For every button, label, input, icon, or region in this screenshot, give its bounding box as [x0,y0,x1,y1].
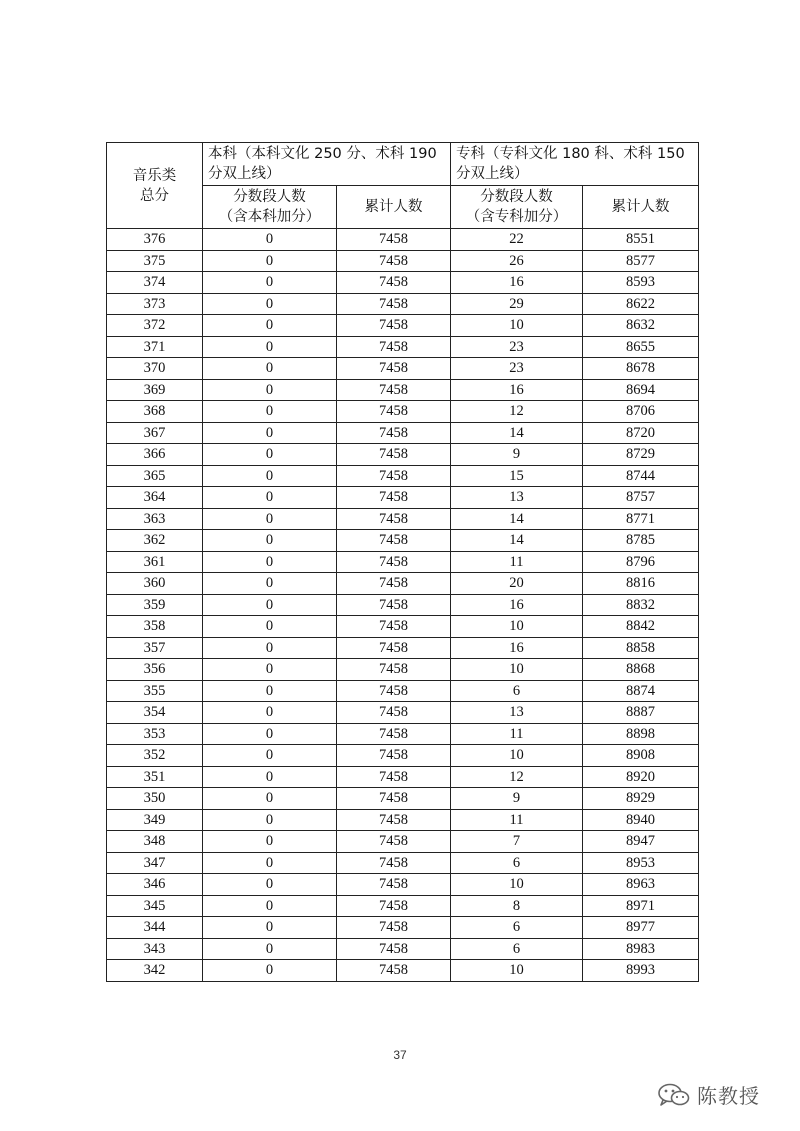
college-count-cell: 10 [451,659,583,681]
college-count-cell: 10 [451,960,583,982]
total-score-cell: 360 [107,573,203,595]
undergrad-cumulative-cell: 7458 [337,573,451,595]
undergrad-cumulative-cell: 7458 [337,616,451,638]
table-row [107,766,699,788]
college-cumulative-cell: 8868 [583,659,699,681]
table-row [107,659,699,681]
college-count-cell: 26 [451,250,583,272]
table-row [107,917,699,939]
college-cumulative-cell: 8771 [583,508,699,530]
total-score-cell: 364 [107,487,203,509]
total-score-cell: 343 [107,938,203,960]
college-cumulative-cell: 8757 [583,487,699,509]
undergrad-cumulative-cell: 7458 [337,444,451,466]
table-row [107,379,699,401]
college-count-cell: 10 [451,315,583,337]
undergrad-count-cell: 0 [203,874,337,896]
total-score-cell: 359 [107,594,203,616]
undergrad-cumulative-cell: 7458 [337,895,451,917]
undergrad-count-cell: 0 [203,938,337,960]
college-cumulative-cell: 8785 [583,530,699,552]
undergrad-cumulative-cell: 7458 [337,487,451,509]
college-cumulative-cell: 8577 [583,250,699,272]
undergrad-cumulative-cell: 7458 [337,508,451,530]
total-score-cell: 345 [107,895,203,917]
undergrad-count-cell: 0 [203,358,337,380]
undergrad-cumulative-cell: 7458 [337,809,451,831]
college-count-cell: 16 [451,272,583,294]
undergrad-count-cell: 0 [203,637,337,659]
college-cumulative-cell: 8706 [583,401,699,423]
college-cumulative-cell: 8655 [583,336,699,358]
college-count-cell: 11 [451,723,583,745]
college-cumulative-cell: 8920 [583,766,699,788]
undergrad-count-cell: 0 [203,659,337,681]
college-cumulative-cell: 8983 [583,938,699,960]
undergrad-cumulative-cell: 7458 [337,831,451,853]
college-count-cell: 9 [451,788,583,810]
total-score-cell: 355 [107,680,203,702]
table-row [107,594,699,616]
undergrad-count-cell: 0 [203,917,337,939]
undergrad-count-cell: 0 [203,702,337,724]
college-cumulative-cell: 8940 [583,809,699,831]
table-row [107,487,699,509]
total-score-cell: 375 [107,250,203,272]
undergrad-cumulative-cell: 7458 [337,680,451,702]
undergrad-count-cell: 0 [203,680,337,702]
college-count-cell: 16 [451,594,583,616]
undergrad-cumulative-cell: 7458 [337,272,451,294]
college-count-cell: 12 [451,401,583,423]
total-score-cell: 354 [107,702,203,724]
college-cumulative-cell: 8622 [583,293,699,315]
table-row [107,444,699,466]
total-score-cell: 350 [107,788,203,810]
table-row [107,852,699,874]
undergrad-count-cell: 0 [203,401,337,423]
total-score-cell: 344 [107,917,203,939]
undergrad-count-cell: 0 [203,465,337,487]
total-score-cell: 342 [107,960,203,982]
undergrad-cumulative-cell: 7458 [337,723,451,745]
undergrad-count-cell: 0 [203,573,337,595]
total-score-cell: 372 [107,315,203,337]
table-row [107,573,699,595]
college-cumulative-cell: 8908 [583,745,699,767]
undergrad-count-cell: 0 [203,487,337,509]
undergrad-count-cell: 0 [203,788,337,810]
college-count-cell: 29 [451,293,583,315]
table-row [107,315,699,337]
undergrad-count-cell: 0 [203,723,337,745]
total-score-cell: 348 [107,831,203,853]
table-row [107,616,699,638]
table-row [107,465,699,487]
table-row [107,874,699,896]
table-row [107,788,699,810]
college-count-cell: 14 [451,508,583,530]
college-count-cell: 15 [451,465,583,487]
undergrad-cumulative-cell: 7458 [337,594,451,616]
watermark [657,1080,760,1109]
college-count-cell: 12 [451,766,583,788]
total-score-cell: 369 [107,379,203,401]
header-total-score: 音乐类 总分 [107,143,203,229]
undergrad-cumulative-cell: 7458 [337,745,451,767]
total-score-cell: 371 [107,336,203,358]
undergrad-count-cell: 0 [203,852,337,874]
total-score-cell: 374 [107,272,203,294]
wechat-icon [657,1082,691,1108]
college-cumulative-cell: 8842 [583,616,699,638]
table-row [107,831,699,853]
total-score-cell: 370 [107,358,203,380]
undergrad-cumulative-cell: 7458 [337,293,451,315]
college-count-cell: 11 [451,551,583,573]
college-count-cell: 23 [451,358,583,380]
college-cumulative-cell: 8953 [583,852,699,874]
total-score-cell: 365 [107,465,203,487]
undergrad-count-cell: 0 [203,272,337,294]
college-count-cell: 23 [451,336,583,358]
total-score-cell: 352 [107,745,203,767]
college-cumulative-cell: 8832 [583,594,699,616]
table-row [107,401,699,423]
college-cumulative-cell: 8729 [583,444,699,466]
college-count-cell: 9 [451,444,583,466]
undergrad-cumulative-cell: 7458 [337,250,451,272]
college-count-cell: 10 [451,745,583,767]
undergrad-cumulative-cell: 7458 [337,852,451,874]
table-row [107,293,699,315]
undergrad-count-cell: 0 [203,250,337,272]
college-count-cell: 13 [451,487,583,509]
college-cumulative-cell: 8816 [583,573,699,595]
college-count-cell: 7 [451,831,583,853]
table-row [107,272,699,294]
table-row [107,960,699,982]
undergrad-count-cell: 0 [203,895,337,917]
college-count-cell: 6 [451,938,583,960]
undergrad-count-cell: 0 [203,551,337,573]
college-cumulative-cell: 8993 [583,960,699,982]
undergrad-count-cell: 0 [203,809,337,831]
table-row [107,336,699,358]
table-row [107,250,699,272]
total-score-cell: 366 [107,444,203,466]
undergrad-count-cell: 0 [203,229,337,251]
undergrad-cumulative-cell: 7458 [337,401,451,423]
total-score-cell: 351 [107,766,203,788]
college-count-cell: 11 [451,809,583,831]
table-row [107,422,699,444]
table-row [107,809,699,831]
college-count-cell: 8 [451,895,583,917]
undergrad-cumulative-cell: 7458 [337,960,451,982]
undergrad-cumulative-cell: 7458 [337,336,451,358]
header-undergrad-count: 分数段人数 （含本科加分） [203,186,337,229]
college-count-cell: 22 [451,229,583,251]
undergrad-cumulative-cell: 7458 [337,917,451,939]
undergrad-count-cell: 0 [203,336,337,358]
college-cumulative-cell: 8963 [583,874,699,896]
total-score-cell: 357 [107,637,203,659]
undergrad-cumulative-cell: 7458 [337,874,451,896]
undergrad-cumulative-cell: 7458 [337,315,451,337]
score-distribution-table [106,142,699,982]
college-cumulative-cell: 8720 [583,422,699,444]
college-cumulative-cell: 8678 [583,358,699,380]
college-cumulative-cell: 8632 [583,315,699,337]
total-score-cell: 349 [107,809,203,831]
college-cumulative-cell: 8971 [583,895,699,917]
college-count-cell: 16 [451,637,583,659]
undergrad-count-cell: 0 [203,315,337,337]
undergrad-count-cell: 0 [203,960,337,982]
college-cumulative-cell: 8796 [583,551,699,573]
table-row [107,551,699,573]
college-count-cell: 6 [451,917,583,939]
header-undergrad-group: 本科（本科文化 250 分、术科 190 分双上线） [203,143,451,186]
undergrad-cumulative-cell: 7458 [337,229,451,251]
undergrad-count-cell: 0 [203,616,337,638]
table-row [107,723,699,745]
total-score-cell: 358 [107,616,203,638]
header-college-count: 分数段人数 （含专科加分） [451,186,583,229]
college-count-cell: 13 [451,702,583,724]
undergrad-count-cell: 0 [203,745,337,767]
college-count-cell: 14 [451,530,583,552]
table-row [107,895,699,917]
undergrad-cumulative-cell: 7458 [337,379,451,401]
undergrad-cumulative-cell: 7458 [337,530,451,552]
undergrad-cumulative-cell: 7458 [337,551,451,573]
undergrad-cumulative-cell: 7458 [337,465,451,487]
undergrad-cumulative-cell: 7458 [337,422,451,444]
college-count-cell: 10 [451,616,583,638]
college-count-cell: 16 [451,379,583,401]
college-count-cell: 6 [451,852,583,874]
college-cumulative-cell: 8593 [583,272,699,294]
table-row [107,702,699,724]
college-cumulative-cell: 8898 [583,723,699,745]
undergrad-count-cell: 0 [203,530,337,552]
table-row [107,508,699,530]
table-row [107,358,699,380]
undergrad-cumulative-cell: 7458 [337,788,451,810]
table-row [107,680,699,702]
undergrad-count-cell: 0 [203,831,337,853]
undergrad-count-cell: 0 [203,508,337,530]
total-score-cell: 356 [107,659,203,681]
undergrad-count-cell: 0 [203,766,337,788]
college-cumulative-cell: 8694 [583,379,699,401]
college-count-cell: 20 [451,573,583,595]
undergrad-count-cell: 0 [203,444,337,466]
header-undergrad-cumulative: 累计人数 [337,186,451,229]
undergrad-cumulative-cell: 7458 [337,659,451,681]
total-score-cell: 346 [107,874,203,896]
total-score-cell: 367 [107,422,203,444]
table-row [107,637,699,659]
college-cumulative-cell: 8947 [583,831,699,853]
table-row [107,530,699,552]
college-cumulative-cell: 8858 [583,637,699,659]
undergrad-cumulative-cell: 7458 [337,938,451,960]
college-cumulative-cell: 8551 [583,229,699,251]
college-count-cell: 10 [451,874,583,896]
undergrad-cumulative-cell: 7458 [337,358,451,380]
table-row [107,938,699,960]
college-cumulative-cell: 8744 [583,465,699,487]
table-row [107,745,699,767]
total-score-cell: 373 [107,293,203,315]
undergrad-cumulative-cell: 7458 [337,637,451,659]
total-score-cell: 361 [107,551,203,573]
undergrad-count-cell: 0 [203,594,337,616]
college-cumulative-cell: 8874 [583,680,699,702]
total-score-cell: 353 [107,723,203,745]
college-cumulative-cell: 8887 [583,702,699,724]
total-score-cell: 368 [107,401,203,423]
college-count-cell: 6 [451,680,583,702]
total-score-cell: 363 [107,508,203,530]
total-score-cell: 347 [107,852,203,874]
undergrad-count-cell: 0 [203,293,337,315]
undergrad-count-cell: 0 [203,379,337,401]
watermark-text: 陈教授 [697,1084,760,1108]
table-row [107,229,699,251]
header-college-cumulative: 累计人数 [583,186,699,229]
college-cumulative-cell: 8929 [583,788,699,810]
table-body [107,229,699,982]
undergrad-cumulative-cell: 7458 [337,702,451,724]
page-number: 37 [393,1048,407,1062]
college-cumulative-cell: 8977 [583,917,699,939]
undergrad-count-cell: 0 [203,422,337,444]
college-count-cell: 14 [451,422,583,444]
total-score-cell: 376 [107,229,203,251]
undergrad-cumulative-cell: 7458 [337,766,451,788]
header-college-group: 专科（专科文化 180 科、术科 150 分双上线） [451,143,699,186]
total-score-cell: 362 [107,530,203,552]
